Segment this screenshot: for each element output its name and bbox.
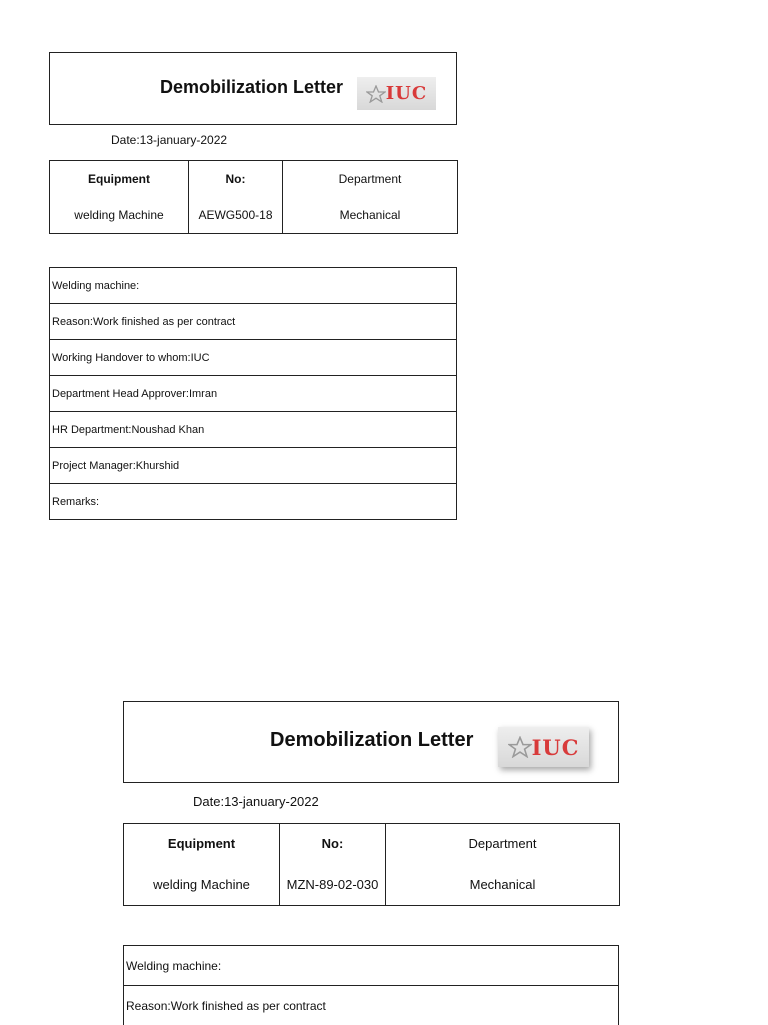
logo-text: IUC bbox=[385, 83, 428, 104]
department-header: Department bbox=[283, 161, 458, 197]
detail-project-manager: Project Manager:Khurshid bbox=[49, 447, 457, 483]
equipment-value: welding Machine bbox=[50, 197, 189, 234]
detail-reason: Reason:Work finished as per contract bbox=[49, 303, 457, 339]
company-logo bbox=[498, 727, 589, 767]
detail-remarks: Remarks: bbox=[49, 483, 457, 520]
equipment-table bbox=[49, 160, 458, 234]
no-value: AEWG500-18 bbox=[189, 197, 283, 234]
details-list bbox=[123, 945, 619, 1025]
letter-date: Date:13-january-2022 bbox=[193, 794, 319, 809]
star-icon bbox=[366, 85, 386, 103]
letter-date: Date:13-january-2022 bbox=[111, 133, 228, 147]
detail-handover: Working Handover to whom:IUC bbox=[49, 339, 457, 375]
equipment-table bbox=[123, 823, 620, 906]
table-header-row bbox=[50, 161, 458, 197]
detail-reason: Reason:Work finished as per contract bbox=[123, 985, 619, 1025]
department-value: Mechanical bbox=[386, 864, 620, 906]
detail-hr-department: HR Department:Noushad Khan bbox=[49, 411, 457, 447]
detail-welding-machine: Welding machine: bbox=[49, 267, 457, 303]
table-row bbox=[124, 864, 620, 906]
details-list bbox=[49, 267, 457, 520]
department-header: Department bbox=[386, 824, 620, 864]
detail-welding-machine: Welding machine: bbox=[123, 945, 619, 985]
no-value: MZN-89-02-030 bbox=[280, 864, 386, 906]
table-row bbox=[50, 197, 458, 234]
logo-text: IUC bbox=[531, 734, 580, 760]
letter-title: Demobilization Letter bbox=[270, 729, 474, 751]
letter-title: Demobilization Letter bbox=[160, 77, 344, 97]
table-header-row bbox=[124, 824, 620, 864]
no-header: No: bbox=[280, 824, 386, 864]
star-icon bbox=[508, 736, 532, 758]
detail-department-head: Department Head Approver:Imran bbox=[49, 375, 457, 411]
department-value: Mechanical bbox=[283, 197, 458, 234]
company-logo bbox=[357, 77, 436, 110]
letter-1-title-box bbox=[49, 52, 457, 125]
no-header: No: bbox=[189, 161, 283, 197]
letter-2-title-box bbox=[123, 701, 619, 783]
equipment-header: Equipment bbox=[124, 824, 280, 864]
equipment-value: welding Machine bbox=[124, 864, 280, 906]
equipment-header: Equipment bbox=[50, 161, 189, 197]
